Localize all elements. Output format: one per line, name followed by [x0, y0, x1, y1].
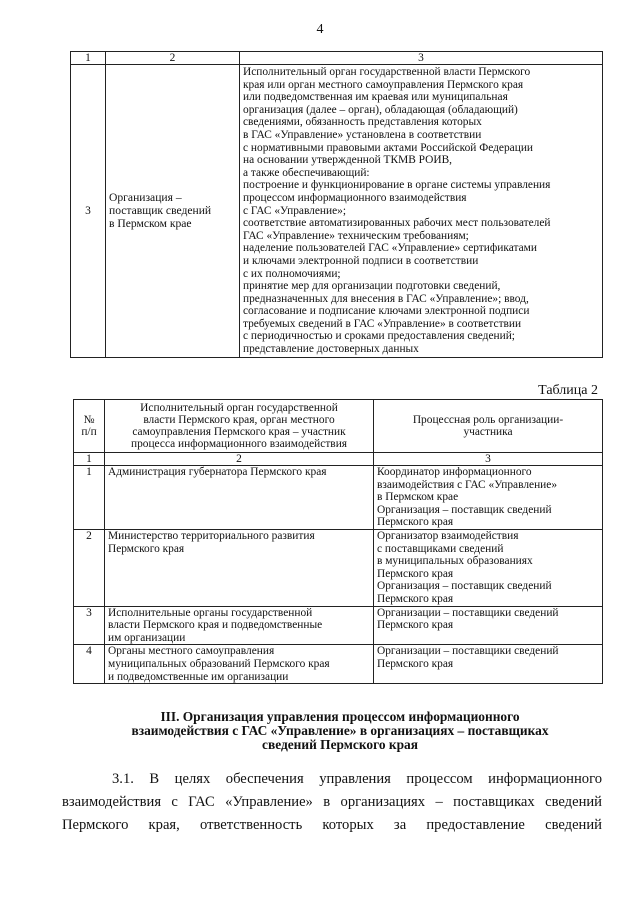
- section-heading-line: взаимодействия с ГАС «Управление» в организациях – поставщиках: [131, 723, 549, 738]
- table-header-row: [71, 52, 603, 65]
- header-cell-3: 3: [240, 52, 603, 65]
- desc-line: с периодичностью и сроками предоставления сведений;: [243, 330, 515, 343]
- desc-line: представление достоверных данных: [243, 343, 419, 356]
- column-number: 1: [74, 453, 105, 466]
- table-head-row: [74, 400, 603, 453]
- role-line: в Пермском крае: [377, 491, 459, 504]
- table-row: [74, 529, 603, 606]
- desc-line: сведениями, обязанность представления которых: [243, 116, 482, 129]
- role-line: взаимодействия с ГАС «Управление»: [377, 478, 558, 491]
- head-line: п/п: [81, 426, 97, 438]
- org-line: Органы местного самоуправления: [108, 645, 275, 658]
- desc-line: предназначенных для внесения в ГАС «Управление»; ввод,: [243, 292, 529, 305]
- header-cell-2: 2: [106, 52, 240, 65]
- paragraph-line: Пермского края, ответственность которых за предоставление сведений: [62, 817, 602, 833]
- org-line: Министерство территориального развития: [108, 529, 315, 542]
- header-cell-1: 1: [71, 52, 106, 65]
- head-line: участника: [463, 426, 513, 438]
- table-row: [74, 606, 603, 645]
- org-line: власти Пермского края и подведомственные: [108, 619, 323, 632]
- head-line: Исполнительный орган государственной: [140, 401, 338, 414]
- role-line: Пермского края: [377, 516, 454, 529]
- description-cell: [240, 65, 603, 358]
- head-number-cell: [74, 400, 105, 453]
- role-cell: [374, 529, 603, 606]
- desc-line: требуемых сведений в ГАС «Управление» в соответствии: [243, 317, 522, 330]
- role-line: Координатор информационного: [377, 466, 532, 478]
- org-cell: [105, 606, 374, 645]
- desc-line: с их полномочиями;: [243, 267, 341, 280]
- desc-line: организация (далее – орган), обладающая (обладающий): [243, 103, 518, 116]
- head-line: самоуправления Пермского края – участник: [132, 426, 346, 438]
- table-row: [74, 466, 603, 530]
- desc-line: процессом информационного взаимодействия: [243, 191, 467, 204]
- role-line: Организатор взаимодействия: [377, 529, 519, 542]
- paragraph-line: 3.1. В целях обеспечения управления процессом информационного: [112, 771, 602, 787]
- row-number: 2: [74, 529, 105, 606]
- row-number: 3: [71, 65, 106, 358]
- role-line: Организации – поставщики сведений: [377, 606, 559, 619]
- table-roles-continued: [70, 51, 603, 358]
- org-cell: [105, 529, 374, 606]
- org-line: и подведомственные им организации: [108, 670, 289, 683]
- desc-line: Исполнительный орган государственной власти Пермского: [243, 66, 531, 78]
- role-line: в муниципальных образованиях: [377, 555, 533, 568]
- head-line: процесса информационного взаимодействия: [130, 438, 348, 451]
- desc-line: а также обеспечивающий:: [243, 166, 370, 179]
- org-line: им организации: [108, 631, 186, 644]
- desc-line: края или орган местного самоуправления Пермского края: [243, 78, 524, 91]
- role-line: Пермского края: [377, 657, 454, 670]
- table-caption: Таблица 2: [538, 383, 598, 398]
- role-line: Организации – поставщики сведений: [377, 645, 559, 658]
- table-row: [74, 645, 603, 684]
- role-line: поставщик сведений: [109, 204, 212, 218]
- desc-line: принятие мер для организации подготовки сведений,: [243, 280, 501, 293]
- org-line: Пермского края: [108, 542, 185, 555]
- role-line: Пермского края: [377, 619, 454, 632]
- desc-line: с ГАС «Управление»;: [243, 204, 347, 217]
- row-number: 4: [74, 645, 105, 684]
- desc-line: в ГАС «Управление» установлена в соответствии: [243, 128, 482, 141]
- section-heading-line: сведений Пермского края: [262, 737, 418, 752]
- row-number: 1: [74, 466, 105, 530]
- desc-line: ГАС «Управление» техническим требованиям;: [243, 229, 469, 242]
- role-line: с поставщиками сведений: [377, 542, 504, 555]
- desc-line: и ключами электронной подписи в соответствии: [243, 254, 479, 267]
- role-line: Организация – поставщик сведений: [377, 503, 552, 516]
- desc-line: соответствие автоматизированных рабочих мест пользователей: [243, 217, 551, 230]
- row-number: 3: [74, 606, 105, 645]
- role-cell: [374, 466, 603, 530]
- role-line: Пермского края: [377, 567, 454, 580]
- head-line: №: [83, 413, 95, 426]
- section-heading: [95, 710, 585, 752]
- table-row: [71, 65, 603, 358]
- desc-line: наделение пользователей ГАС «Управление» сертификатами: [243, 242, 537, 255]
- role-line: Организация –: [109, 191, 182, 205]
- org-line: Исполнительные органы государственной: [108, 606, 313, 619]
- role-cell: [374, 645, 603, 684]
- role-cell: [106, 65, 240, 358]
- role-line: Организация – поставщик сведений: [377, 580, 552, 593]
- desc-line: с нормативными правовыми актами Российской Федерации: [243, 141, 534, 154]
- table-participants: [73, 399, 603, 684]
- org-cell: [105, 466, 374, 530]
- column-number-row: [74, 453, 603, 466]
- org-line: Администрация губернатора Пермского края: [108, 466, 327, 478]
- head-line: Процессная роль организации-: [412, 413, 564, 426]
- head-line: власти Пермского края, орган местного: [143, 413, 335, 426]
- section-heading-line: III. Организация управления процессом информационного: [160, 709, 520, 724]
- role-line: Пермского края: [377, 592, 454, 605]
- role-cell: [374, 606, 603, 645]
- head-org-cell: [105, 400, 374, 453]
- org-line: муниципальных образований Пермского края: [108, 657, 330, 670]
- desc-line: согласование и подписание ключами электронной подписи: [243, 305, 530, 318]
- column-number: 3: [374, 453, 603, 466]
- desc-line: на основании утвержденной ТКМВ РОИВ,: [243, 154, 453, 167]
- column-number: 2: [105, 453, 374, 466]
- head-role-cell: [374, 400, 603, 453]
- page-number: 4: [316, 22, 324, 37]
- desc-line: построение и функционирование в органе системы управления: [243, 179, 551, 192]
- org-cell: [105, 645, 374, 684]
- body-paragraph: [62, 768, 602, 837]
- role-line: в Пермском крае: [109, 217, 192, 231]
- paragraph-line: взаимодействия с ГАС «Управление» в организациях – поставщиках сведений: [62, 794, 602, 810]
- desc-line: или подведомственная им краевая или муниципальная: [243, 91, 508, 104]
